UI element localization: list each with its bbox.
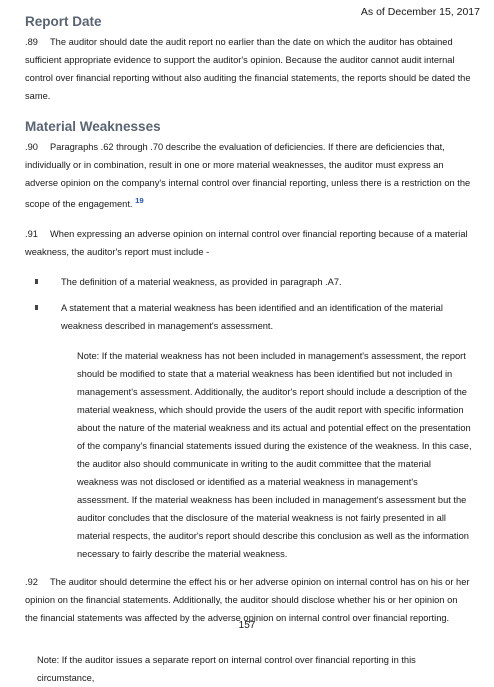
note-material-weakness: Note: If the material weakness has not been included in management's assessment, the report should be modified to state that a material weakness has been identified but not included in management's assessment. Additionally, the auditor's report should include a description of the material weakness, which should provide the users of the audit report with specific information about the nature of the material weakness and its actual and potential effect on the presentation of the company's financial statements issued during the existence of the weakness. In this case, the auditor also should communicate in writing to the audit committee that the material weakness was not disclosed or identified as a material weakness in management's assessment. If the material weakness has been included in management's assessment but the auditor concludes that the disclosure of the material weakness is not fairly presented in all material respects, the auditor's report should describe this conclusion as well as the information necessary to fairly describe the material weakness. bbox=[77, 351, 472, 560]
paragraph-text: The auditor should date the audit report no earlier than the date on which the auditor has obtained sufficient appropriate evidence to support the auditor's opinion. Because the auditor cannot audit internal control over financial reporting without also auditing the financial statements, the reports should be dated the same. bbox=[25, 37, 471, 101]
list-item bbox=[61, 273, 472, 291]
bullet-icon bbox=[35, 279, 38, 284]
bullet-icon bbox=[35, 305, 38, 310]
note-separate-report: Note: If the auditor issues a separate report on internal control over financial reporting in this circumstance, bbox=[37, 655, 416, 684]
paragraph-text: Paragraphs .62 through .70 describe the evaluation of deficiencies. If there are deficiencies that, individually or in combination, result in one or more material weaknesses, the auditor must express an adverse opinion on the company's internal control over financial reporting, unless there is a restriction on the scope of the engagement. bbox=[25, 142, 471, 210]
footnote-link-19[interactable]: 19 bbox=[135, 196, 144, 205]
paragraph-89 bbox=[25, 33, 472, 105]
paragraph-number: .90 bbox=[25, 142, 38, 152]
paragraph-91 bbox=[25, 225, 472, 261]
paragraph-text: When expressing an adverse opinion on internal control over financial reporting because of a material weakness, the auditor's report must include - bbox=[25, 229, 468, 258]
document-page bbox=[25, 14, 472, 687]
section-title-material-weaknesses: Material Weaknesses bbox=[25, 119, 161, 134]
list-item-text: A statement that a material weakness has been identified and an identification of the material weakness described in management's assessment. bbox=[61, 303, 443, 332]
paragraph-text: The auditor should determine the effect his or her adverse opinion on internal control has on his or her opinion on the financial statements. Additionally, the auditor should disclose whether his or her opinion on the financial statements was affected by the adverse opinion on internal control over financial reporting. bbox=[25, 577, 470, 624]
paragraph-90 bbox=[25, 138, 472, 213]
paragraph-92 bbox=[25, 573, 472, 627]
section-title-report-date: Report Date bbox=[25, 14, 102, 29]
page-number: 157 bbox=[238, 620, 256, 631]
list-item bbox=[61, 299, 472, 335]
paragraph-number: .92 bbox=[25, 577, 38, 588]
paragraph-number: .89 bbox=[25, 37, 38, 47]
list-item-text: The definition of a material weakness, as provided in paragraph .A7. bbox=[61, 277, 342, 288]
as-of-date: As of December 15, 2017 bbox=[360, 6, 480, 18]
paragraph-number: .91 bbox=[25, 229, 38, 240]
